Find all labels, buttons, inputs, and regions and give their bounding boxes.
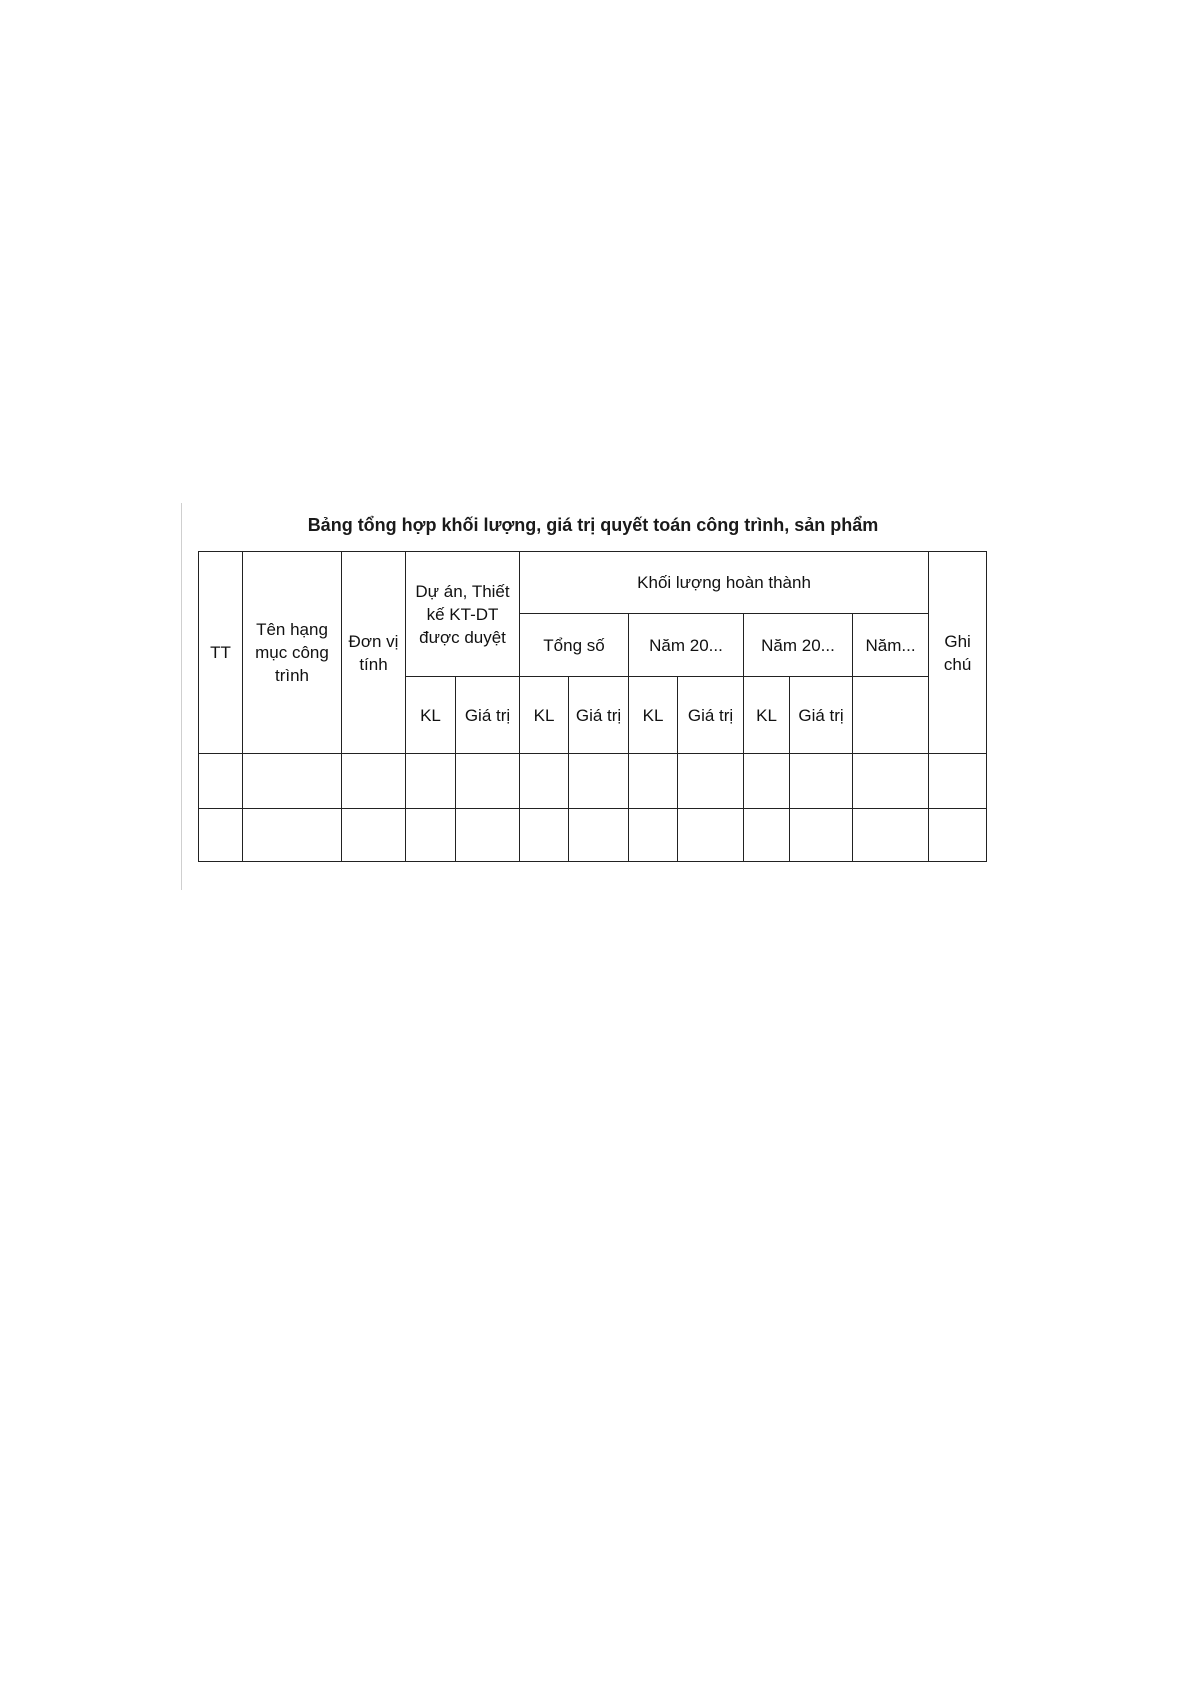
table-cell bbox=[406, 809, 456, 862]
table-cell bbox=[243, 754, 342, 809]
header-ghi-chu: Ghi chú bbox=[929, 552, 987, 754]
table-cell bbox=[790, 754, 853, 809]
table-cell bbox=[853, 809, 929, 862]
table-cell bbox=[678, 809, 744, 862]
table-cell bbox=[520, 754, 569, 809]
table-cell bbox=[199, 809, 243, 862]
table-cell bbox=[629, 754, 678, 809]
table-cell bbox=[678, 754, 744, 809]
table-cell bbox=[744, 809, 790, 862]
header-don-vi: Đơn vị tính bbox=[342, 552, 406, 754]
table-row bbox=[199, 809, 987, 862]
header-empty-cell bbox=[853, 677, 929, 754]
summary-table bbox=[198, 551, 987, 862]
header-gia-tri: Giá trị bbox=[790, 677, 853, 754]
header-kl: KL bbox=[629, 677, 678, 754]
table-cell bbox=[569, 754, 629, 809]
table-cell bbox=[929, 754, 987, 809]
document-figure bbox=[181, 503, 1004, 890]
header-nam-1: Năm 20... bbox=[629, 614, 744, 677]
table-cell bbox=[243, 809, 342, 862]
table-cell bbox=[629, 809, 678, 862]
header-du-an: Dự án, Thiết kế KT-DT được duyệt bbox=[406, 552, 520, 677]
table-cell bbox=[342, 754, 406, 809]
table-cell bbox=[853, 754, 929, 809]
header-tt: TT bbox=[199, 552, 243, 754]
table-cell bbox=[929, 809, 987, 862]
table-cell bbox=[569, 809, 629, 862]
header-tong-so: Tổng số bbox=[520, 614, 629, 677]
header-khoi-luong-hoan-thanh: Khối lượng hoàn thành bbox=[520, 552, 929, 614]
table-title: Bảng tổng hợp khối lượng, giá trị quyết toán công trình, sản phẩm bbox=[307, 515, 879, 535]
header-ten-hang-muc: Tên hạng mục công trình bbox=[243, 552, 342, 754]
table-cell bbox=[456, 809, 520, 862]
header-gia-tri: Giá trị bbox=[456, 677, 520, 754]
table-cell bbox=[744, 754, 790, 809]
header-nam-3: Năm... bbox=[853, 614, 929, 677]
table-cell bbox=[456, 754, 520, 809]
header-kl: KL bbox=[520, 677, 569, 754]
table-cell bbox=[342, 809, 406, 862]
table-cell bbox=[199, 754, 243, 809]
header-kl: KL bbox=[406, 677, 456, 754]
header-kl: KL bbox=[744, 677, 790, 754]
header-nam-2: Năm 20... bbox=[744, 614, 853, 677]
table-cell bbox=[406, 754, 456, 809]
table-cell bbox=[790, 809, 853, 862]
header-gia-tri: Giá trị bbox=[569, 677, 629, 754]
table-cell bbox=[520, 809, 569, 862]
header-gia-tri: Giá trị bbox=[678, 677, 744, 754]
table-row bbox=[199, 754, 987, 809]
